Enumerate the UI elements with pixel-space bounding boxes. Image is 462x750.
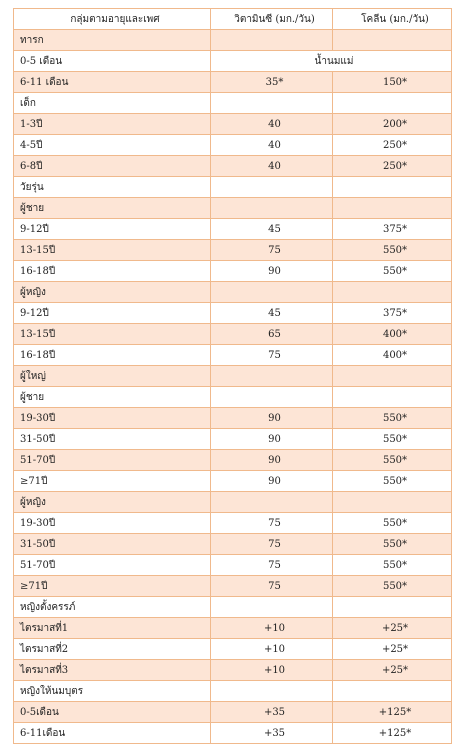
choline-cell <box>333 681 452 702</box>
vitamin-c-cell: 40 <box>211 114 333 135</box>
vitamin-c-cell: +10 <box>211 618 333 639</box>
vitamin-c-cell: 45 <box>211 303 333 324</box>
vitamin-c-cell: 75 <box>211 555 333 576</box>
choline-cell: 150* <box>333 72 452 93</box>
vitamin-c-cell: 75 <box>211 513 333 534</box>
row-label: ผู้หญิง <box>14 282 211 303</box>
row-label: 16-18ปี <box>14 261 211 282</box>
choline-cell: 250* <box>333 135 452 156</box>
vitamin-c-cell <box>211 30 333 51</box>
choline-cell: 200* <box>333 114 452 135</box>
table-row <box>14 576 452 597</box>
header-choline: โคลีน (มก./วัน) <box>333 9 452 30</box>
vitamin-c-cell: +10 <box>211 639 333 660</box>
choline-cell <box>333 30 452 51</box>
choline-cell <box>333 282 452 303</box>
table-row <box>14 660 452 681</box>
header-row <box>14 9 452 30</box>
choline-cell: 400* <box>333 324 452 345</box>
row-label: 31-50ปี <box>14 429 211 450</box>
row-label: ≥71ปี <box>14 471 211 492</box>
choline-cell: +125* <box>333 702 452 723</box>
row-label: หญิงตั้งครรภ์ <box>14 597 211 618</box>
vitamin-c-cell <box>211 282 333 303</box>
choline-cell <box>333 93 452 114</box>
choline-cell: 375* <box>333 303 452 324</box>
table-row <box>14 702 452 723</box>
table-row <box>14 429 452 450</box>
vitamin-c-cell <box>211 597 333 618</box>
table-row <box>14 555 452 576</box>
table-row <box>14 534 452 555</box>
row-label: 9-12ปี <box>14 303 211 324</box>
vitamin-c-cell: 40 <box>211 156 333 177</box>
choline-cell: +25* <box>333 618 452 639</box>
row-label: 4-5ปี <box>14 135 211 156</box>
choline-cell: 550* <box>333 534 452 555</box>
row-label: ไตรมาสที่3 <box>14 660 211 681</box>
table-row <box>14 366 452 387</box>
row-label: 9-12ปี <box>14 219 211 240</box>
table-row <box>14 219 452 240</box>
vitamin-c-cell: 90 <box>211 408 333 429</box>
row-label: 19-30ปี <box>14 408 211 429</box>
choline-cell <box>333 492 452 513</box>
vitamin-c-cell: +10 <box>211 660 333 681</box>
vitamin-c-cell <box>211 177 333 198</box>
choline-cell: 550* <box>333 471 452 492</box>
table-row <box>14 597 452 618</box>
header-age-group: กลุ่มตามอายุและเพศ <box>14 9 211 30</box>
choline-cell: 550* <box>333 513 452 534</box>
row-label: 6-11เดือน <box>14 723 211 744</box>
vitamin-c-cell: 45 <box>211 219 333 240</box>
table-row <box>14 240 452 261</box>
vitamin-c-cell: 65 <box>211 324 333 345</box>
row-label: ผู้หญิง <box>14 492 211 513</box>
vitamin-c-cell <box>211 198 333 219</box>
row-label: 16-18ปี <box>14 345 211 366</box>
choline-cell <box>333 387 452 408</box>
row-label: วัยรุ่น <box>14 177 211 198</box>
row-label: ผู้ชาย <box>14 198 211 219</box>
choline-cell: +125* <box>333 723 452 744</box>
vitamin-c-cell: 75 <box>211 240 333 261</box>
table-row <box>14 156 452 177</box>
vitamin-c-cell <box>211 366 333 387</box>
vitamin-c-cell <box>211 492 333 513</box>
table-row <box>14 324 452 345</box>
vitamin-c-cell <box>211 681 333 702</box>
table-row <box>14 723 452 744</box>
row-label: 51-70ปี <box>14 450 211 471</box>
table-row <box>14 492 452 513</box>
table-body <box>14 30 452 744</box>
table-row <box>14 93 452 114</box>
header-vitamin-c: วิตามินซี (มก./วัน) <box>211 9 333 30</box>
row-label: 6-8ปี <box>14 156 211 177</box>
table-row <box>14 618 452 639</box>
row-label: เด็ก <box>14 93 211 114</box>
vitamin-c-cell <box>211 387 333 408</box>
row-label: 31-50ปี <box>14 534 211 555</box>
choline-cell: 550* <box>333 429 452 450</box>
table-row <box>14 513 452 534</box>
vitamin-c-cell: 40 <box>211 135 333 156</box>
row-label: ไตรมาสที่2 <box>14 639 211 660</box>
row-label: 0-5เดือน <box>14 702 211 723</box>
row-label: ผู้ชาย <box>14 387 211 408</box>
vitamin-c-cell: 90 <box>211 471 333 492</box>
table-row <box>14 681 452 702</box>
choline-cell <box>333 597 452 618</box>
row-label: ทารก <box>14 30 211 51</box>
row-label: 0-5 เดือน <box>14 51 211 72</box>
choline-cell: 550* <box>333 240 452 261</box>
row-label: 13-15ปี <box>14 240 211 261</box>
row-label: ไตรมาสที่1 <box>14 618 211 639</box>
table-row <box>14 471 452 492</box>
row-label: หญิงให้นมบุตร <box>14 681 211 702</box>
row-label: 13-15ปี <box>14 324 211 345</box>
vitamin-c-cell: 75 <box>211 576 333 597</box>
table-row <box>14 408 452 429</box>
vitamin-c-cell: 75 <box>211 534 333 555</box>
table-row <box>14 51 452 72</box>
table-row <box>14 198 452 219</box>
vitamin-c-cell: 90 <box>211 261 333 282</box>
table-row <box>14 387 452 408</box>
row-label: 1-3ปี <box>14 114 211 135</box>
choline-cell: 550* <box>333 261 452 282</box>
vitamin-c-cell: +35 <box>211 702 333 723</box>
vitamin-c-cell: 35* <box>211 72 333 93</box>
choline-cell <box>333 366 452 387</box>
row-label: 19-30ปี <box>14 513 211 534</box>
choline-cell <box>333 198 452 219</box>
table-row <box>14 135 452 156</box>
table-row <box>14 345 452 366</box>
nutrient-table <box>13 8 452 744</box>
choline-cell: 400* <box>333 345 452 366</box>
vitamin-c-cell <box>211 93 333 114</box>
table-row <box>14 261 452 282</box>
table-row <box>14 30 452 51</box>
choline-cell: 550* <box>333 555 452 576</box>
table-row <box>14 72 452 93</box>
row-label: ≥71ปี <box>14 576 211 597</box>
choline-cell: 550* <box>333 408 452 429</box>
vitamin-c-cell: 90 <box>211 450 333 471</box>
choline-cell: 250* <box>333 156 452 177</box>
table-row <box>14 303 452 324</box>
table-row <box>14 282 452 303</box>
row-label: ผู้ใหญ่ <box>14 366 211 387</box>
table-row <box>14 177 452 198</box>
table-row <box>14 639 452 660</box>
vitamin-c-cell: 90 <box>211 429 333 450</box>
table-row <box>14 450 452 471</box>
choline-cell: 550* <box>333 450 452 471</box>
choline-cell: 550* <box>333 576 452 597</box>
vitamin-c-cell: +35 <box>211 723 333 744</box>
choline-cell: +25* <box>333 660 452 681</box>
row-label: 51-70ปี <box>14 555 211 576</box>
choline-cell: 375* <box>333 219 452 240</box>
table-row <box>14 114 452 135</box>
row-label: 6-11 เดือน <box>14 72 211 93</box>
merged-value-cell: น้ำนมแม่ <box>211 51 452 72</box>
choline-cell <box>333 177 452 198</box>
choline-cell: +25* <box>333 639 452 660</box>
vitamin-c-cell: 75 <box>211 345 333 366</box>
